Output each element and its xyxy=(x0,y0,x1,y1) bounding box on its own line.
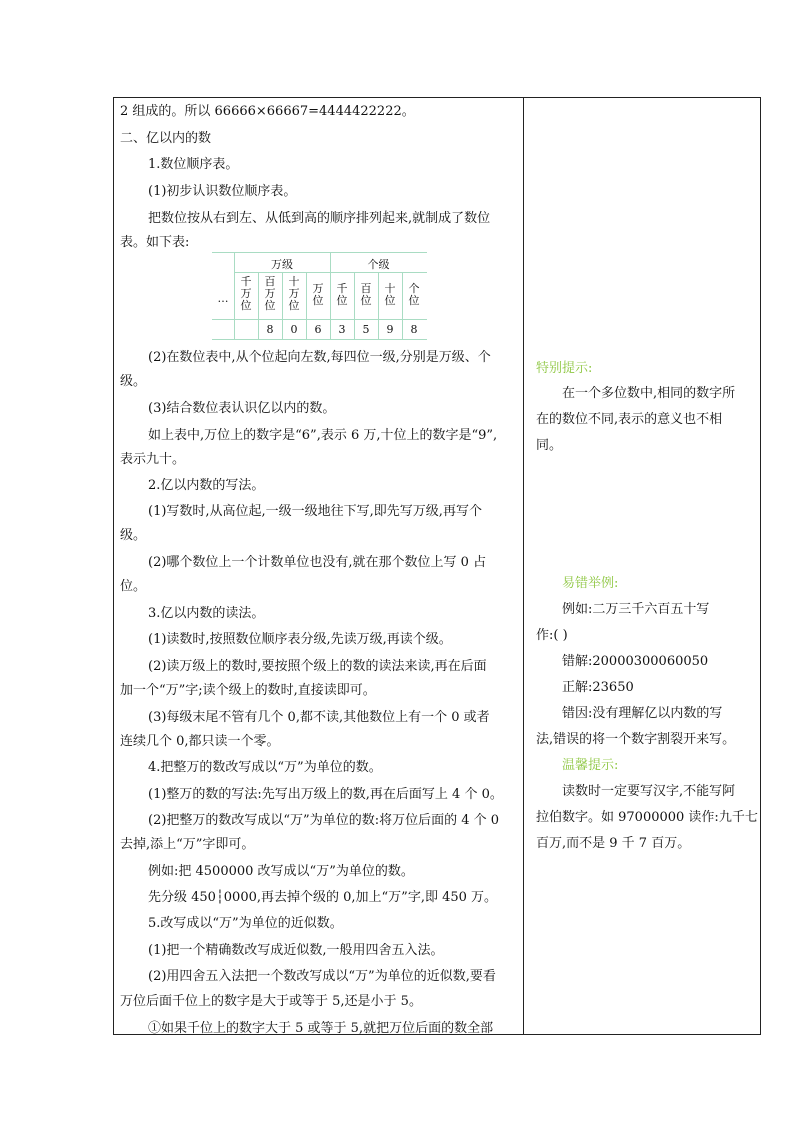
text-line: (2)哪个数位上一个计数单位也没有,就在那个数位上写 0 占 xyxy=(148,555,487,570)
text-line: 2 组成的。所以 66666×66667=4444422222。 xyxy=(120,104,415,119)
warm-line: 拉伯数字。如 97000000 读作:九千七 xyxy=(536,810,758,825)
subheading: 2.亿以内数的写法。 xyxy=(148,478,265,493)
error-line: 错因:没有理解亿以内数的写 xyxy=(562,706,723,721)
group-ge-label: 个级 xyxy=(367,258,390,271)
digit-cell: 9 xyxy=(386,323,394,336)
column-header: 个 位 xyxy=(408,282,420,307)
column-header: 十 位 xyxy=(384,282,396,307)
subheading: 3.亿以内数的读法。 xyxy=(148,606,265,621)
column-header: 千 万 位 xyxy=(240,275,252,312)
text-line: (2)读万级上的数时,要按照个级上的数的读法来读,再在后面 xyxy=(148,659,487,674)
tip-line: 同。 xyxy=(536,438,563,453)
column-divider xyxy=(523,97,524,1035)
text-line: (2)用四舍五入法把一个数改写成以“万”为单位的近似数,要看 xyxy=(148,969,496,984)
column-header: 十 万 位 xyxy=(288,275,300,312)
error-line: 错解:20000300060050 xyxy=(562,654,709,669)
text-line: ①如果千位上的数字大于 5 或等于 5,就把万位后面的数全部 xyxy=(148,1021,494,1036)
warm-title: 温馨提示: xyxy=(562,758,619,773)
tip-title: 特别提示: xyxy=(536,361,593,376)
text-line: 去掉,添上“万”字即可。 xyxy=(120,837,255,852)
warm-line: 百万,而不是 9 千 7 百万。 xyxy=(536,836,691,851)
text-line: (1)写数时,从高位起,一级一级地往下写,即先写万级,再写个 xyxy=(148,504,482,519)
text-line: (1)把一个精确数改写成近似数,一般用四舍五入法。 xyxy=(148,943,444,958)
text-line: 把数位按从右到左、从低到高的顺序排列起来,就制成了数位 xyxy=(148,211,491,226)
text-line: 加一个“万”字;读个级上的数时,直接读即可。 xyxy=(120,683,376,698)
error-line: 法,错误的将一个数字割裂开来写。 xyxy=(536,732,736,747)
column-header: 万 位 xyxy=(312,282,324,307)
text-line: 级。 xyxy=(120,528,147,543)
error-title: 易错举例: xyxy=(562,576,619,591)
column-header: 百 位 xyxy=(360,282,372,307)
section-heading: 二、亿以内的数 xyxy=(120,131,212,146)
error-line: 例如:二万三千六百五十写 xyxy=(562,602,710,617)
error-line: 正解:23650 xyxy=(562,680,634,695)
column-header: 百 万 位 xyxy=(264,275,276,312)
text-line: 表示九十。 xyxy=(120,452,186,467)
text-line: (1)读数时,按照数位顺序表分级,先读万级,再读个级。 xyxy=(148,632,452,647)
text-line: 位。 xyxy=(120,579,147,594)
table-ellipsis: … xyxy=(217,292,229,305)
text-line: (3)结合数位表认识亿以内的数。 xyxy=(148,401,336,416)
digit-cell: 6 xyxy=(314,323,322,336)
subheading: 5.改写成以“万”为单位的近似数。 xyxy=(148,916,343,931)
tip-line: 在一个多位数中,相同的数字所 xyxy=(562,386,736,401)
text-line: 连续几个 0,都只读一个零。 xyxy=(120,734,280,749)
text-line: 表。如下表: xyxy=(120,235,190,250)
place-value-table xyxy=(212,252,427,340)
warm-line: 读数时一定要写汉字,不能写阿 xyxy=(562,784,736,799)
text-line: 级。 xyxy=(120,374,147,389)
text-line: 先分级 450┆0000,再去掉个级的 0,加上“万”字,即 450 万。 xyxy=(148,890,498,905)
column-header: 千 位 xyxy=(336,282,348,307)
tip-line: 在的数位不同,表示的意义也不相 xyxy=(536,412,723,427)
text-line: 万位后面千位上的数字是大于或等于 5,还是小于 5。 xyxy=(120,994,422,1009)
error-line: 作:( ) xyxy=(536,628,568,643)
digit-cell: 0 xyxy=(290,323,298,336)
subheading: 4.把整万的数改写成以“万”为单位的数。 xyxy=(148,760,382,775)
digit-cell: 5 xyxy=(362,323,370,336)
text-line: (1)整万的数的写法:先写出万级上的数,再在后面写上 4 个 0。 xyxy=(148,787,503,802)
group-wan-label: 万级 xyxy=(271,258,293,271)
digit-cell: 3 xyxy=(338,323,346,336)
digit-cell: 8 xyxy=(410,323,418,336)
text-line: (1)初步认识数位顺序表。 xyxy=(148,184,297,199)
text-line: 如上表中,万位上的数字是“6”,表示 6 万,十位上的数字是“9”, xyxy=(148,428,498,443)
digit-cell: 8 xyxy=(266,323,274,336)
text-line: (2)在数位表中,从个位起向左数,每四位一级,分别是万级、个 xyxy=(148,350,491,365)
subheading: 1.数位顺序表。 xyxy=(148,157,239,172)
text-line: 例如:把 4500000 改写成以“万”为单位的数。 xyxy=(148,864,414,879)
text-line: (2)把整万的数改写成以“万”为单位的数:将万位后面的 4 个 0 xyxy=(148,813,500,828)
text-line: (3)每级末尾不管有几个 0,都不读,其他数位上有一个 0 或者 xyxy=(148,710,490,725)
